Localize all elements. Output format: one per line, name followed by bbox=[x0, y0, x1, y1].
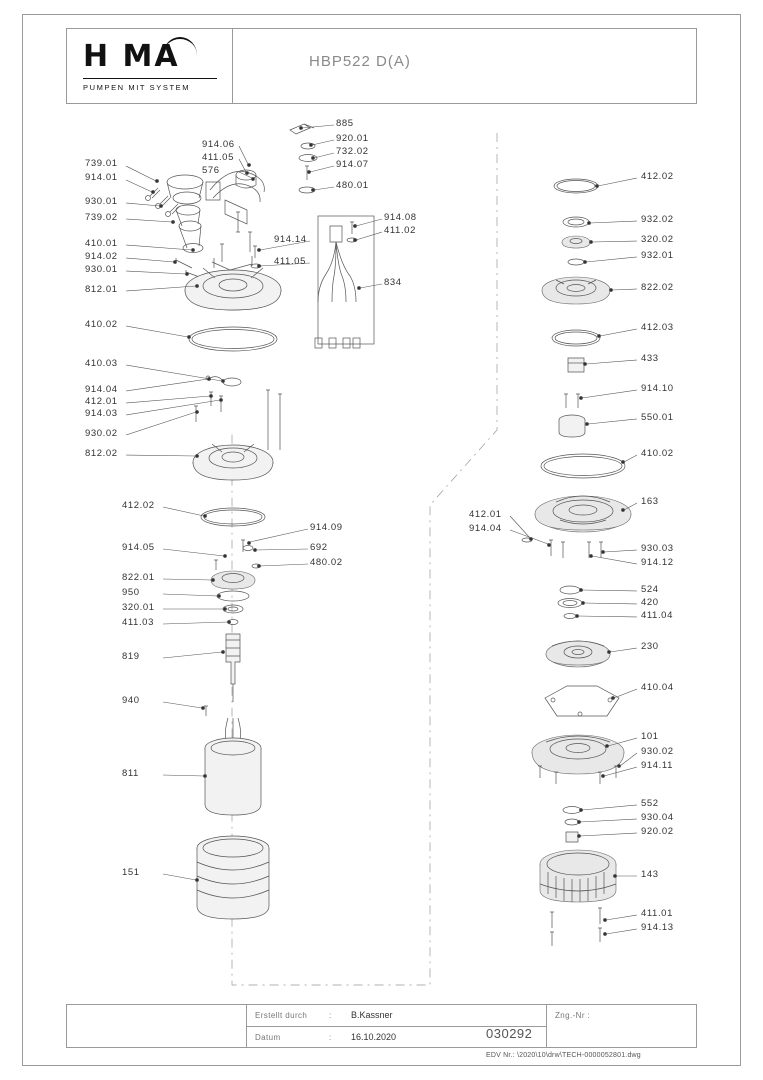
part-label-410-02-r: 410.02 bbox=[641, 448, 674, 459]
part-label-914-09: 914.09 bbox=[310, 522, 343, 533]
part-label-411-04: 411.04 bbox=[641, 610, 673, 621]
part-label-812-01: 812.01 bbox=[85, 284, 118, 295]
part-label-920-02: 920.02 bbox=[641, 826, 674, 837]
part-label-920-01: 920.01 bbox=[336, 133, 369, 144]
part-label-550-01: 550.01 bbox=[641, 412, 674, 423]
part-label-822-02: 822.02 bbox=[641, 282, 674, 293]
part-label-914-13: 914.13 bbox=[641, 922, 674, 933]
part-label-914-06: 914.06 bbox=[202, 139, 235, 150]
logo-wordmark: H MA bbox=[83, 39, 180, 74]
logo-divider bbox=[83, 78, 217, 79]
part-label-163: 163 bbox=[641, 496, 659, 507]
part-label-412-02: 412.02 bbox=[122, 500, 155, 511]
part-label-822-01: 822.01 bbox=[122, 572, 155, 583]
part-label-739-02: 739.02 bbox=[85, 212, 118, 223]
part-label-914-01: 914.01 bbox=[85, 172, 118, 183]
part-label-739-01: 739.01 bbox=[85, 158, 118, 169]
logo-tagline: PUMPEN MIT SYSTEM bbox=[83, 83, 191, 92]
edv-reference: EDV Nr.: \2020\10\drw\TECH-0000052801.dwg bbox=[486, 1052, 641, 1059]
part-label-914-03: 914.03 bbox=[85, 408, 118, 419]
part-label-480-01: 480.01 bbox=[336, 180, 369, 191]
created-by-label: Erstellt durch bbox=[255, 1011, 308, 1020]
part-label-412-01-right: 412.01 bbox=[469, 509, 502, 520]
part-label-834: 834 bbox=[384, 277, 402, 288]
part-label-885: 885 bbox=[336, 118, 354, 129]
part-label-411-02: 411.02 bbox=[384, 225, 416, 236]
part-label-811: 811 bbox=[122, 768, 139, 779]
part-label-914-14: 914.14 bbox=[274, 234, 307, 245]
part-label-320-02: 320.02 bbox=[641, 234, 674, 245]
logo-cell bbox=[67, 29, 233, 103]
part-label-732-02: 732.02 bbox=[336, 146, 369, 157]
part-label-410-02: 410.02 bbox=[85, 319, 118, 330]
part-label-143: 143 bbox=[641, 869, 659, 880]
part-label-950: 950 bbox=[122, 587, 140, 598]
part-label-552: 552 bbox=[641, 798, 659, 809]
part-label-480-02: 480.02 bbox=[310, 557, 343, 568]
page-title: HBP522 D(A) bbox=[309, 53, 411, 70]
part-label-930-02-r: 930.02 bbox=[641, 746, 674, 757]
created-by-value: B.Kassner bbox=[351, 1010, 393, 1020]
part-label-230: 230 bbox=[641, 641, 659, 652]
part-label-151: 151 bbox=[122, 867, 140, 878]
date-label: Datum bbox=[255, 1033, 281, 1042]
drawing-no-label: Zng.-Nr : bbox=[555, 1011, 591, 1020]
part-label-420: 420 bbox=[641, 597, 659, 608]
part-label-411-05: 411.05 bbox=[202, 152, 234, 163]
title-block-header bbox=[66, 28, 697, 104]
part-label-940: 940 bbox=[122, 695, 140, 706]
part-label-930-01: 930.01 bbox=[85, 196, 118, 207]
part-label-914-07: 914.07 bbox=[336, 159, 369, 170]
part-label-930-02: 930.02 bbox=[85, 428, 118, 439]
part-label-914-10: 914.10 bbox=[641, 383, 674, 394]
part-label-930-03: 930.03 bbox=[641, 543, 674, 554]
part-label-914-12: 914.12 bbox=[641, 557, 674, 568]
part-label-914-02: 914.02 bbox=[85, 251, 118, 262]
date-value: 16.10.2020 bbox=[351, 1032, 397, 1042]
part-label-914-04-right: 914.04 bbox=[469, 523, 502, 534]
part-label-914-11: 914.11 bbox=[641, 760, 673, 771]
created-by-colon: : bbox=[329, 1011, 332, 1020]
part-label-692: 692 bbox=[310, 542, 328, 553]
part-label-412-03: 412.03 bbox=[641, 322, 674, 333]
part-label-932-02: 932.02 bbox=[641, 214, 674, 225]
part-label-819: 819 bbox=[122, 651, 140, 662]
footer-blank-cell bbox=[67, 1005, 247, 1047]
part-label-410-04: 410.04 bbox=[641, 682, 674, 693]
part-label-524: 524 bbox=[641, 584, 659, 595]
part-label-576: 576 bbox=[202, 165, 220, 176]
drawing-number-value: 030292 bbox=[486, 1026, 533, 1041]
part-label-412-02-r: 412.02 bbox=[641, 171, 674, 182]
part-label-914-04: 914.04 bbox=[85, 384, 118, 395]
part-label-932-01: 932.01 bbox=[641, 250, 674, 261]
part-label-812-02: 812.02 bbox=[85, 448, 118, 459]
part-label-412-01: 412.01 bbox=[85, 396, 118, 407]
footer-drawing-no-cell bbox=[547, 1005, 698, 1047]
sheet-border bbox=[22, 14, 741, 1066]
part-label-411-03: 411.03 bbox=[122, 617, 154, 628]
part-label-433: 433 bbox=[641, 353, 659, 364]
part-label-914-08: 914.08 bbox=[384, 212, 417, 223]
date-colon: : bbox=[329, 1033, 332, 1042]
part-label-320-01: 320.01 bbox=[122, 602, 155, 613]
part-label-410-01: 410.01 bbox=[85, 238, 118, 249]
part-label-914-05: 914.05 bbox=[122, 542, 155, 553]
part-label-410-03: 410.03 bbox=[85, 358, 118, 369]
part-label-411-01: 411.01 bbox=[641, 908, 673, 919]
part-label-411-05b: 411.05 bbox=[274, 256, 306, 267]
part-label-930-01b: 930.01 bbox=[85, 264, 118, 275]
part-label-101: 101 bbox=[641, 731, 659, 742]
part-label-930-04: 930.04 bbox=[641, 812, 674, 823]
title-block-footer bbox=[66, 1004, 697, 1048]
